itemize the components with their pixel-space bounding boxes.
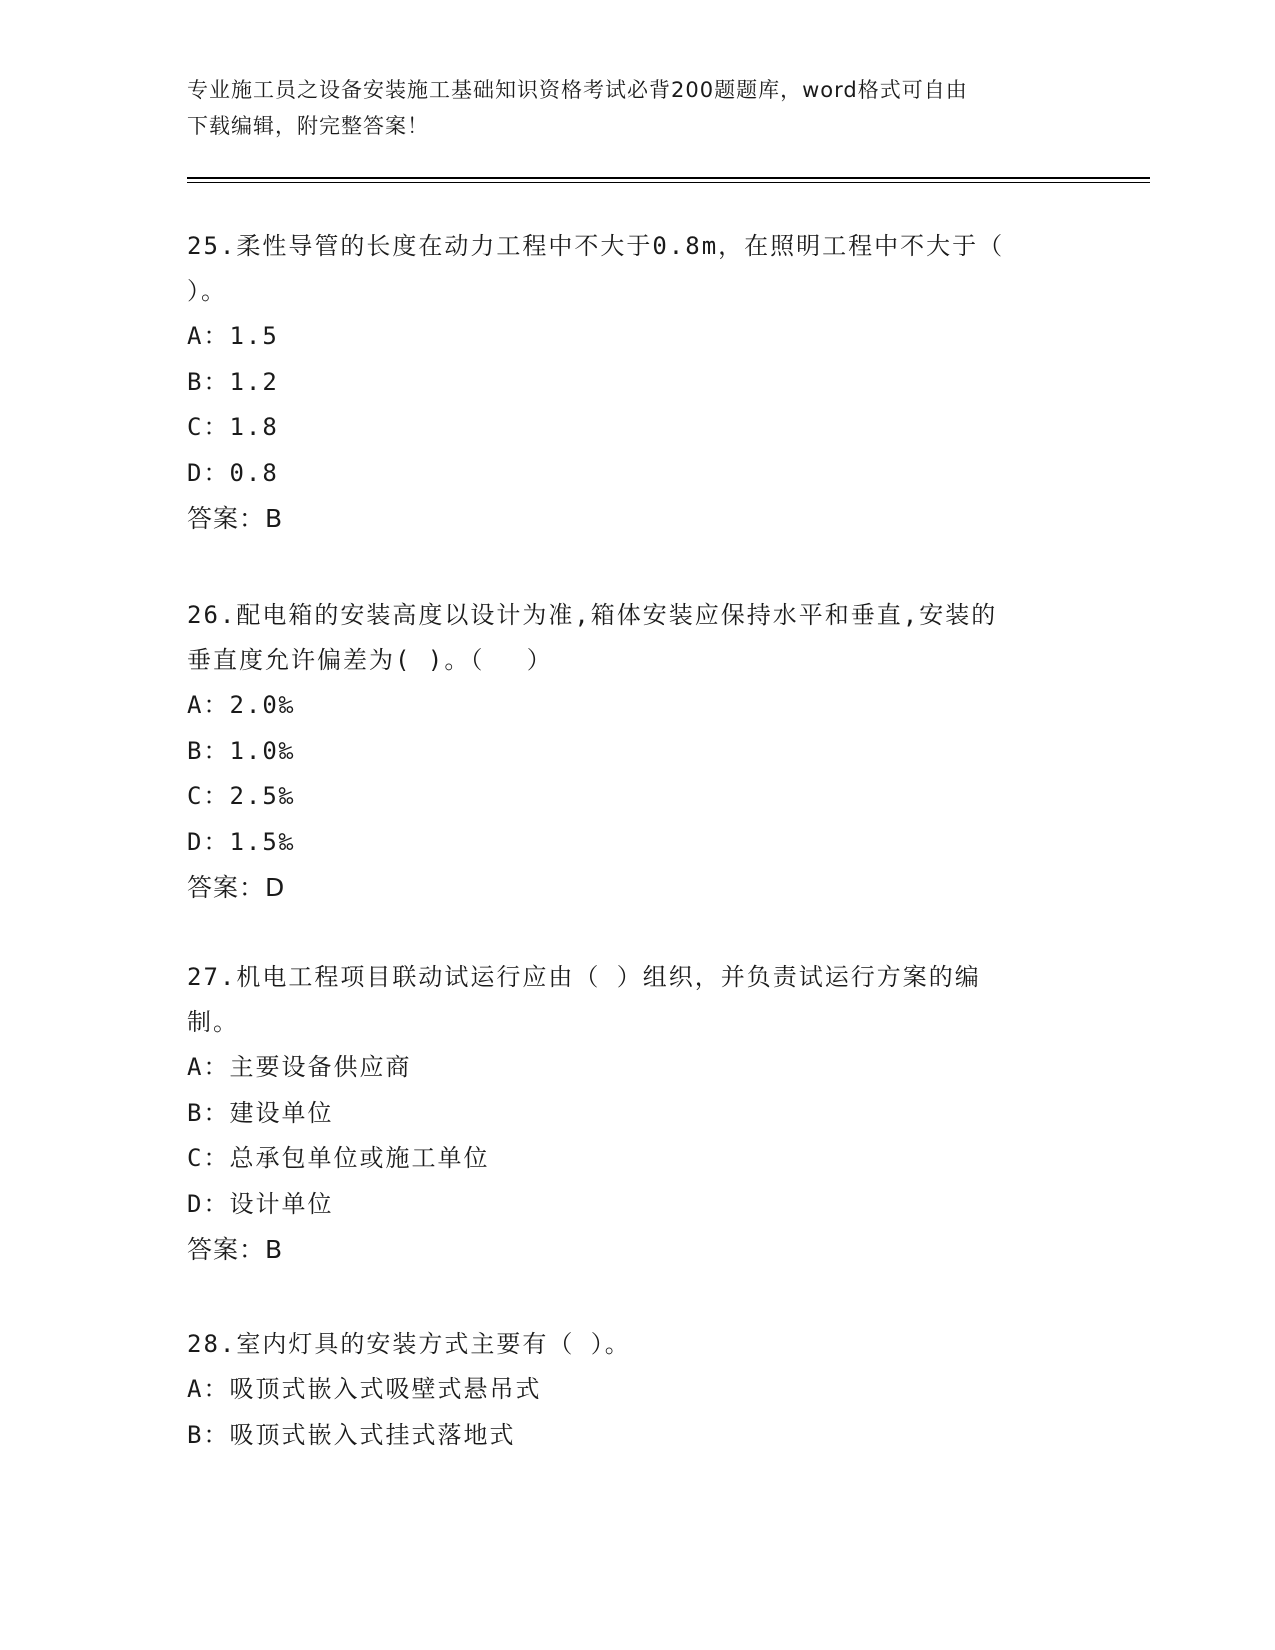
option-c: C：1.8 xyxy=(187,413,279,441)
option-a: A：主要设备供应商 xyxy=(187,1053,412,1081)
option-c: C：2.5‰ xyxy=(187,782,296,810)
question-26 xyxy=(187,593,1087,910)
option-d: D：1.5‰ xyxy=(187,827,296,856)
option-c: C：总承包单位或施工单位 xyxy=(187,1144,490,1172)
option-b: B：1.0‰ xyxy=(187,736,296,765)
option-a: A：2.0‰ xyxy=(187,691,296,719)
question-stem-line-1: 27.机电工程项目联动试运行应由（ ）组织，并负责试运行方案的编 xyxy=(187,963,981,991)
option-a: A：吸顶式嵌入式吸壁式悬吊式 xyxy=(187,1375,542,1403)
answer: 答案：B xyxy=(187,1235,284,1264)
option-b: B：建设单位 xyxy=(187,1098,334,1127)
question-stem-line-1: 28.室内灯具的安装方式主要有（ ）。 xyxy=(187,1330,631,1358)
option-d: D：设计单位 xyxy=(187,1189,334,1218)
question-stem-line-2: 制。 xyxy=(187,1008,239,1036)
option-b: B：吸顶式嵌入式挂式落地式 xyxy=(187,1420,516,1449)
question-27 xyxy=(187,955,1087,1272)
answer: 答案：D xyxy=(187,873,286,902)
question-stem-line-2: 垂直度允许偏差为( )。（ ） xyxy=(187,646,553,674)
question-25 xyxy=(187,224,1087,541)
question-28 xyxy=(187,1322,1087,1458)
question-stem-line-1: 26.配电箱的安装高度以设计为准,箱体安装应保持水平和垂直,安装的 xyxy=(187,601,998,629)
header-divider-thick xyxy=(187,177,1150,179)
header-divider-thin xyxy=(187,182,1150,183)
header-line-1: 专业施工员之设备安装施工基础知识资格考试必背200题题库，word格式可自由 xyxy=(187,78,968,102)
option-a: A：1.5 xyxy=(187,322,279,350)
option-d: D：0.8 xyxy=(187,458,279,487)
option-b: B：1.2 xyxy=(187,367,279,396)
header-line-2: 下载编辑，附完整答案！ xyxy=(187,114,429,138)
question-stem-line-1: 25.柔性导管的长度在动力工程中不大于0.8m，在照明工程中不大于（ xyxy=(187,232,1005,260)
answer: 答案：B xyxy=(187,504,284,533)
question-stem-line-2: ）。 xyxy=(187,277,227,305)
document-header xyxy=(187,72,1087,144)
